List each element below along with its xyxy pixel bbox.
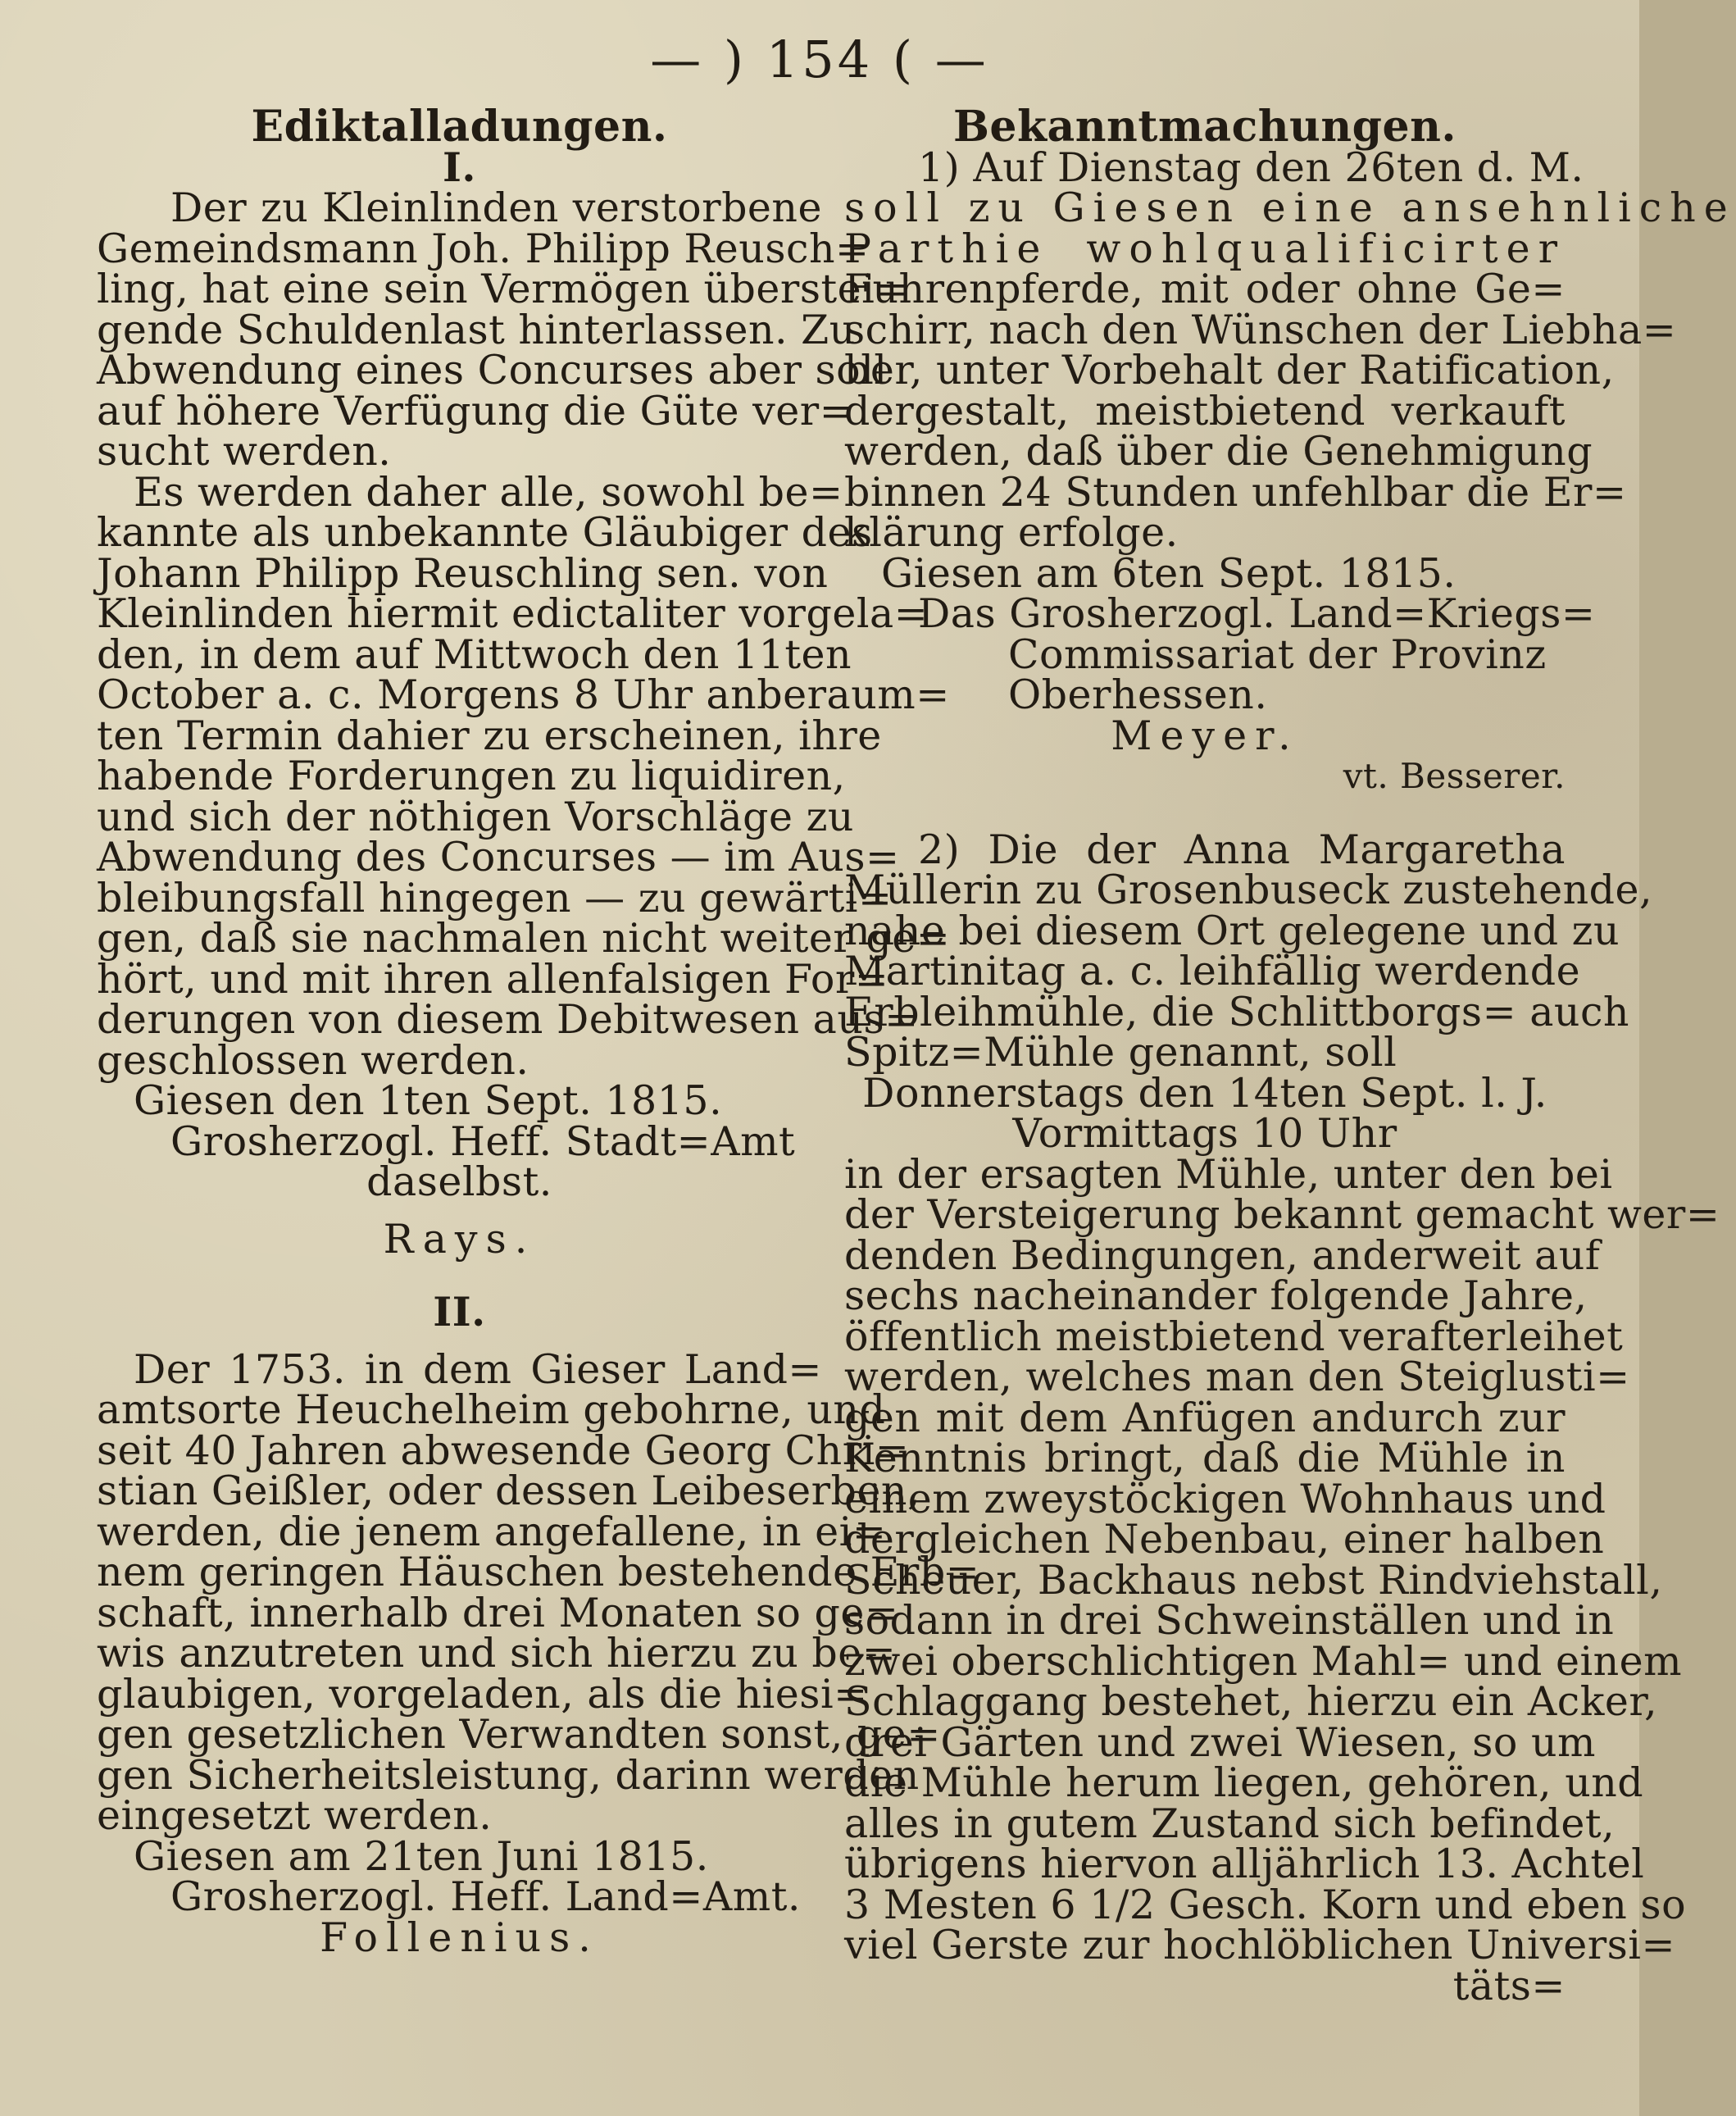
text-line: alles in gutem Zustand sich befindet, [844, 1800, 1616, 1847]
text-line: Kenntnis bringt, daß die Mühle in [844, 1435, 1566, 1481]
text-line: zwei oberschlichtigen Mahl= und einem [844, 1637, 1683, 1685]
text-line: Johann Philipp Reuschling sen. von [97, 549, 829, 597]
announcement-1-authority-cont: Commissariat der Provinz [1008, 630, 1547, 678]
text-line: soll zu Giesen eine ansehnliche [844, 184, 1736, 231]
notice-1-paragraph-1 [97, 184, 909, 475]
text-line: Scheuer, Backhaus nebst Rindviehstall, [844, 1556, 1663, 1604]
notice-number-1: I. [443, 143, 476, 191]
text-line: gen, daß sie nachmalen nicht weiter ge= [97, 915, 951, 962]
text-line: 2) Die der Anna Margaretha [918, 826, 1566, 873]
notice-1-place-date: Giesen den 1ten Sept. 1815. [134, 1077, 723, 1124]
announcement-1-authority: Das Grosherzogl. Land=Kriegs= [918, 590, 1596, 637]
text-line: October a. c. Morgens 8 Uhr anberaum= [97, 671, 950, 718]
text-line: Der zu Kleinlinden verstorbene [170, 184, 822, 231]
text-line: Es werden daher alle, sowohl be= [134, 468, 843, 516]
text-line: Schlaggang bestehet, hierzu ein Acker, [844, 1678, 1658, 1725]
notice-number-2: II. [433, 1288, 486, 1336]
text-line: Gemeindsmann Joh. Philipp Reusch= [97, 225, 870, 272]
text-line: werden, welches man den Steiglusti= [844, 1354, 1630, 1400]
notice-2-paragraph [97, 1345, 980, 1839]
text-line: Parthie wohlqualificirter [844, 225, 1566, 272]
announcement-2-date: Donnerstags den 14ten Sept. l. J. [862, 1069, 1547, 1117]
text-line: gen Sicherheitsleistung, darinn werden [97, 1751, 920, 1799]
text-line: sucht werden. [97, 428, 392, 475]
text-line: schirr, nach den Wünschen der Liebha= [844, 306, 1677, 353]
text-line: eingesetzt werden. [97, 1792, 493, 1839]
text-line: dergestalt, meistbietend verkauft [844, 387, 1566, 435]
text-line: kannte als unbekannte Gläubiger des [97, 509, 873, 556]
announcement-1-signature: Meyer. [1111, 712, 1299, 759]
text-line: wis anzutreten und sich hierzu zu be= [97, 1630, 897, 1677]
text-line: gen gesetzlichen Verwandten sonst, ge= [97, 1711, 941, 1758]
text-line: glaubigen, vorgeladen, als die hiesi= [97, 1670, 868, 1718]
announcement-1-place-date: Giesen am 6ten Sept. 1815. [881, 549, 1457, 597]
text-line: hört, und mit ihren allenfalsigen For= [97, 955, 889, 1003]
announcement-2-paragraph-2 [844, 1150, 1720, 1968]
catchword: täts= [1452, 1962, 1566, 2009]
text-line: Fuhrenpferde, mit oder ohne Ge= [844, 266, 1566, 312]
text-line: werden, daß über die Genehmigung [844, 428, 1593, 475]
text-line: und sich der nöthigen Vorschläge zu [97, 793, 854, 840]
text-line: denden Bedingungen, anderweit auf [844, 1231, 1601, 1279]
text-line: nahe bei diesem Ort gelegene und zu [844, 907, 1620, 954]
text-line: der Versteigerung bekannt gemacht wer= [844, 1191, 1720, 1238]
text-line: Erbleihmühle, die Schlittborgs= auch [844, 988, 1629, 1035]
text-line: öffentlich meistbietend verafterleihet [844, 1313, 1624, 1360]
text-line: stian Geißler, oder dessen Leibeserben, [97, 1468, 921, 1514]
text-line: sechs nacheinander folgende Jahre, [844, 1272, 1588, 1319]
text-line: drei Gärten und zwei Wiesen, so um [844, 1718, 1596, 1766]
section-heading-announcements: Bekanntmachungen. [952, 102, 1457, 152]
announcement-1-region: Oberhessen. [1008, 671, 1268, 718]
page-number-header: — ) 154 ( — [650, 30, 989, 89]
notice-2-place-date: Giesen am 21ten Juni 1815. [134, 1832, 709, 1880]
text-line: Müllerin zu Grosenbuseck zustehende, [844, 867, 1653, 913]
text-line: Abwendung des Concurses — im Aus= [97, 834, 900, 881]
text-line: gende Schuldenlast hinterlassen. Zu [97, 306, 856, 353]
text-line: Abwendung eines Concurses aber soll [97, 347, 888, 394]
right-column [844, 102, 1736, 2009]
announcement-2-time: Vormittags 10 Uhr [1012, 1110, 1397, 1157]
text-line: übrigens hiervon alljährlich 13. Achtel [844, 1841, 1645, 1887]
text-line: 1) Auf Dienstag den 26ten d. M. [918, 143, 1584, 191]
text-line: werden, die jenem angefallene, in ei= [97, 1508, 887, 1555]
notice-2-authority: Grosherzogl. Heff. Land=Amt. [170, 1873, 801, 1920]
notice-1-paragraph-2 [97, 468, 951, 1084]
text-line: in der ersagten Mühle, unter den bei [844, 1150, 1613, 1198]
text-line: klärung erfolge. [844, 509, 1179, 556]
text-line: gen mit dem Anfügen andurch zur [844, 1394, 1566, 1441]
announcement-1-paragraph [844, 143, 1736, 556]
text-line: schaft, innerhalb drei Monaten so ge= [97, 1589, 899, 1636]
text-line: ber, unter Vorbehalt der Ratification, [844, 347, 1615, 394]
notice-1-signature: Rays. [383, 1215, 536, 1263]
notice-1-authority-location: daselbst. [366, 1158, 552, 1205]
text-line: seit 40 Jahren abwesende Georg Chri= [97, 1427, 910, 1474]
text-line: Der 1753. in dem Gieser Land= [134, 1345, 822, 1393]
text-line: nem geringen Häuschen bestehende Erb= [97, 1549, 980, 1595]
text-line: Kleinlinden hiermit edictaliter vorgela= [97, 590, 929, 637]
announcement-1-countersign: vt. Besserer. [1343, 756, 1566, 796]
notice-2-signature: Follenius. [320, 1914, 599, 1961]
text-line: einem zweystöckigen Wohnhaus und [844, 1475, 1606, 1522]
notice-1-authority: Grosherzogl. Heff. Stadt=Amt [170, 1117, 796, 1165]
text-line: binnen 24 Stunden unfehlbar die Er= [844, 468, 1627, 516]
text-line: sodann in drei Schweinställen und in [844, 1597, 1615, 1644]
text-line: den, in dem auf Mittwoch den 11ten [97, 630, 852, 678]
text-line: 3 Mesten 6 1/2 Gesch. Korn und eben so [844, 1881, 1687, 1928]
section-heading-edicts: Ediktalladungen. [251, 102, 668, 152]
text-line: habende Forderungen zu liquidiren, [97, 753, 846, 799]
text-line: Martinitag a. c. leihfällig werdende [844, 948, 1581, 994]
text-line: derungen von diesem Debitwesen aus= [97, 996, 919, 1043]
text-line: auf höhere Verfügung die Güte ver= [97, 387, 854, 435]
text-line: amtsorte Heuchelheim gebohrne, und [97, 1386, 886, 1433]
text-line: dergleichen Nebenbau, einer halben [844, 1516, 1605, 1563]
text-line: ling, hat eine sein Vermögen überstei= [97, 266, 909, 312]
text-line: Spitz=Mühle genannt, soll [844, 1029, 1397, 1076]
text-line: die Mühle herum liegen, gehören, und [844, 1759, 1644, 1806]
text-line: bleibungsfall hingegen — zu gewärti= [97, 874, 893, 921]
text-line: ten Termin dahier zu erscheinen, ihre [97, 712, 882, 759]
announcement-2-paragraph-1 [844, 826, 1653, 1076]
text-line: viel Gerste zur hochlöblichen Universi= [844, 1922, 1676, 1968]
text-line: geschlossen werden. [97, 1036, 529, 1084]
left-column [97, 102, 980, 1961]
